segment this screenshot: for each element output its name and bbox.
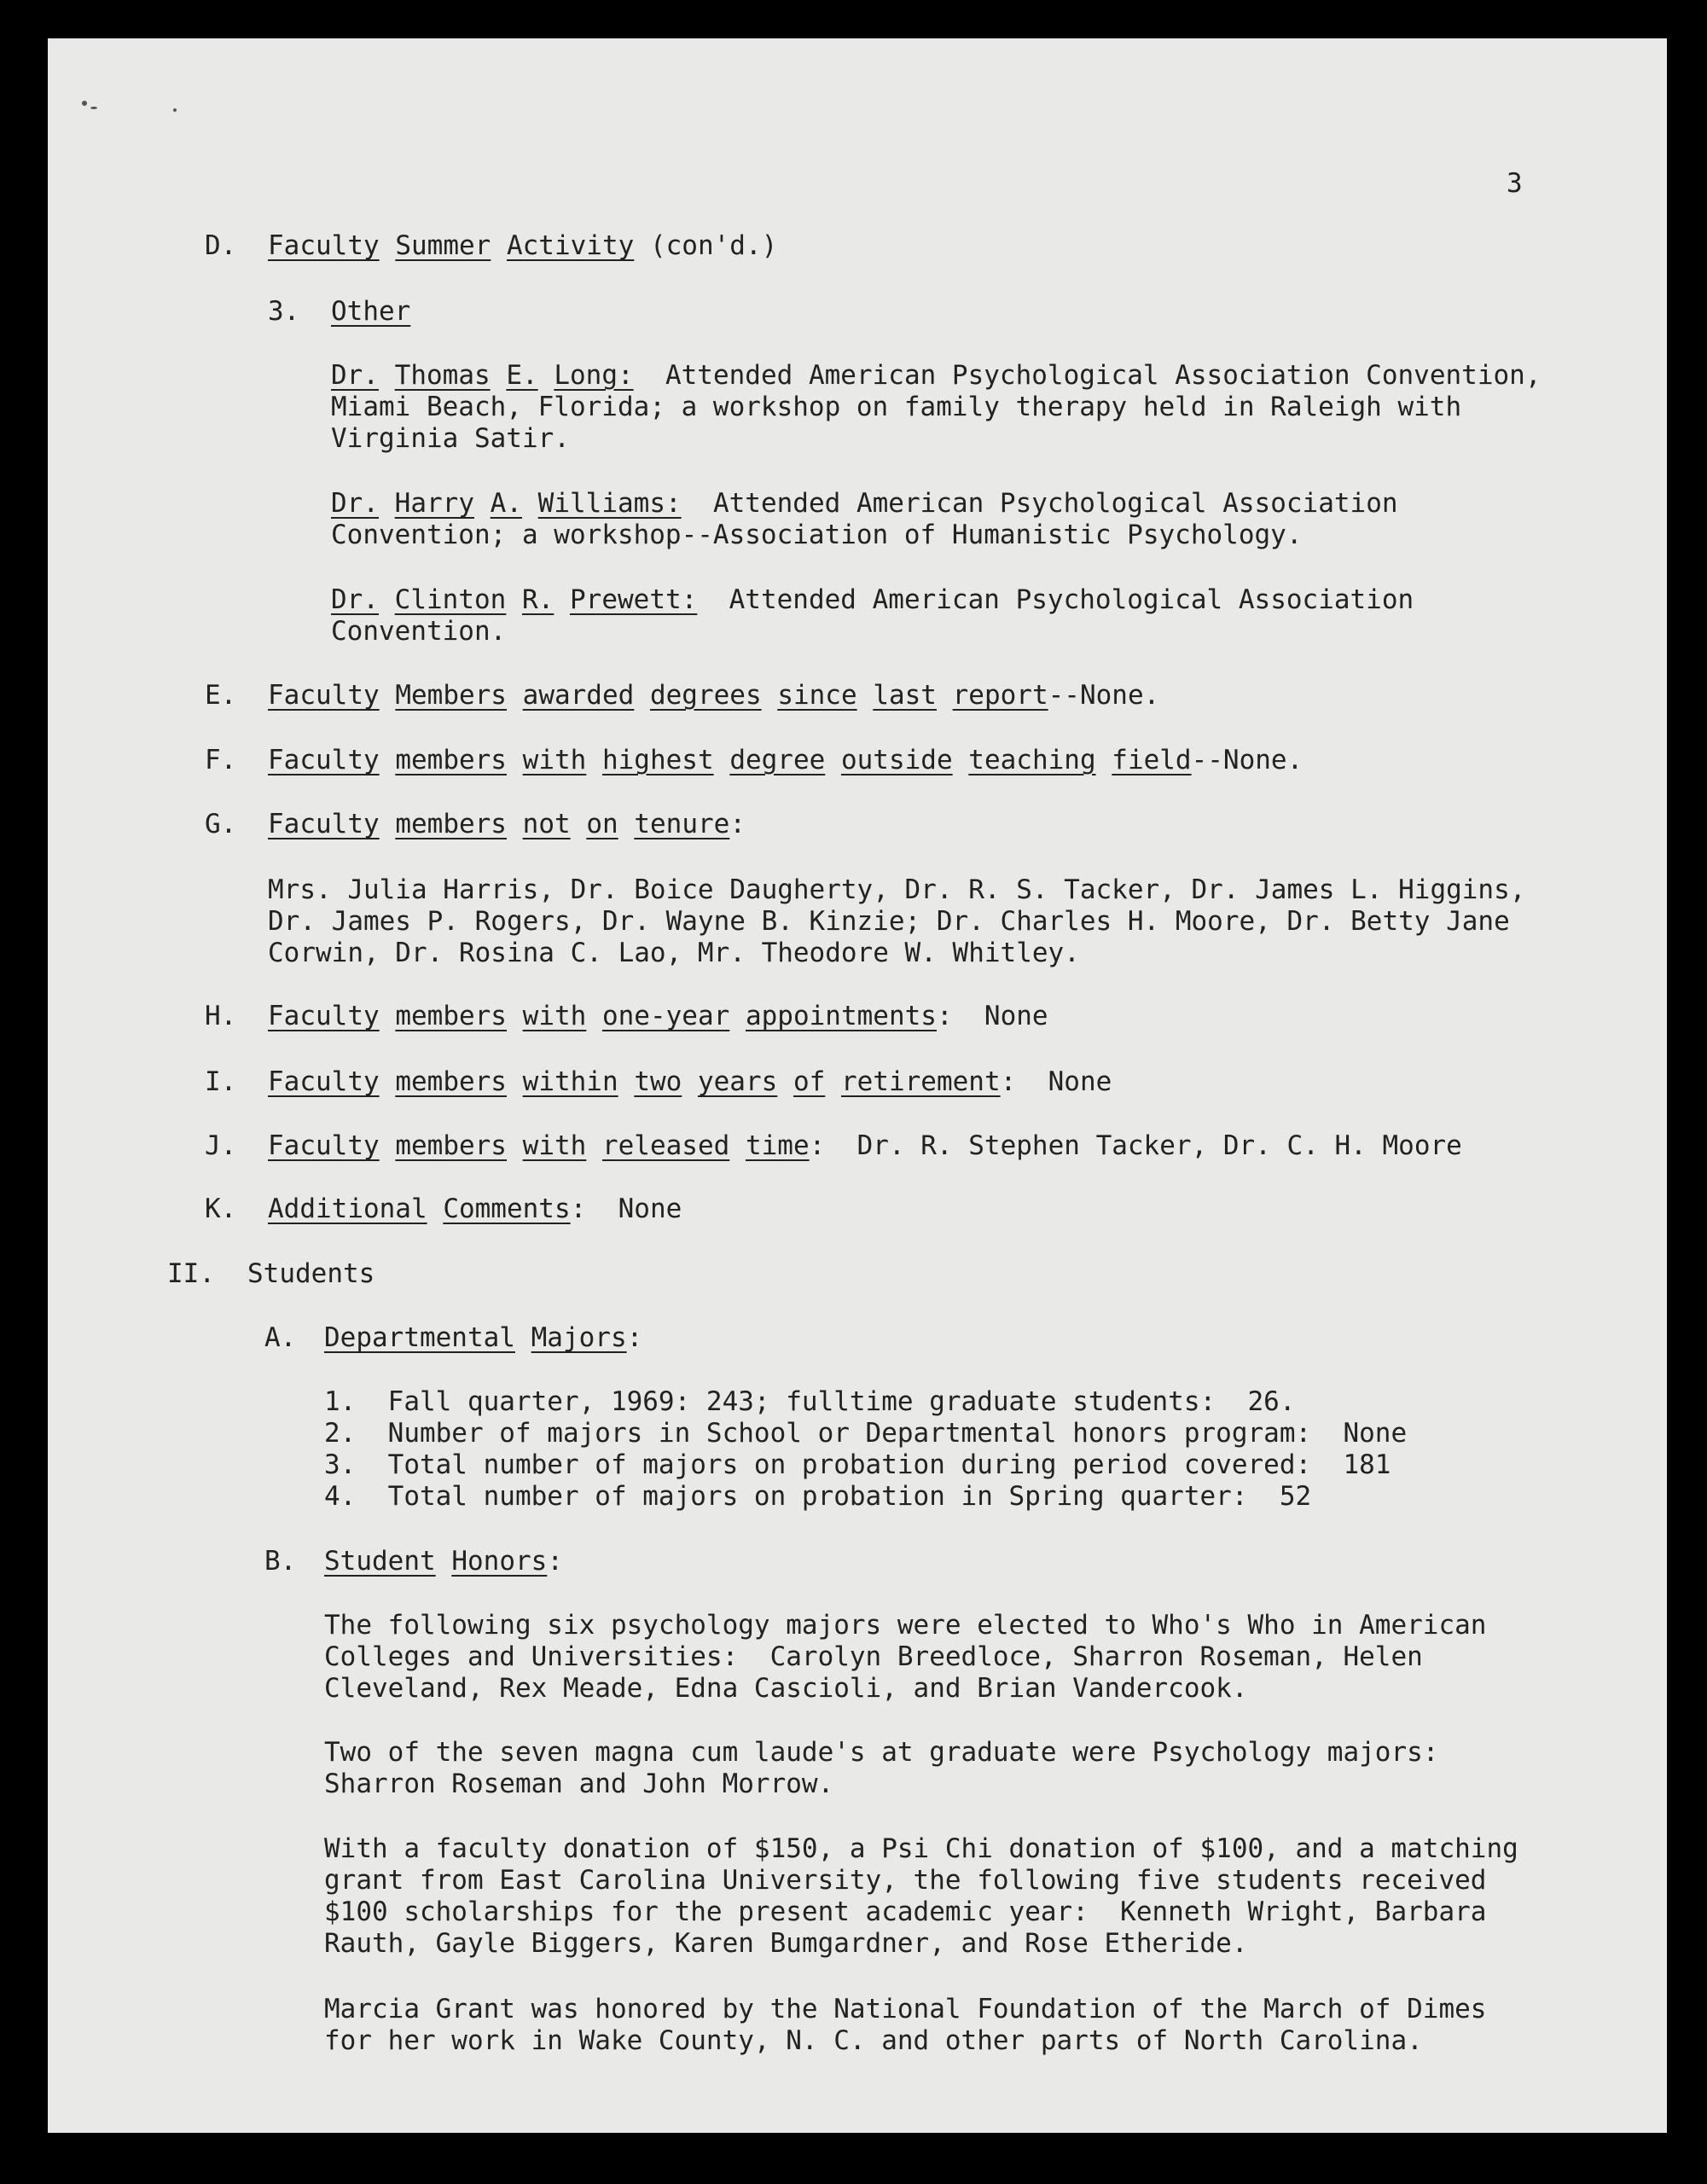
page-number: 3 bbox=[1507, 168, 1523, 199]
item-e-letter: E. bbox=[205, 680, 237, 711]
entry-williams: Dr. Harry A. Williams: Attended American Psychological Association bbox=[331, 488, 1398, 519]
section-ii-title: Students bbox=[247, 1258, 375, 1289]
item-i-letter: I. bbox=[205, 1066, 237, 1097]
entry-long: Dr. Thomas E. Long: Attended American Psychological Association Convention, bbox=[331, 360, 1542, 391]
item-f: Faculty members with highest degree outside teaching field--None. bbox=[268, 745, 1303, 775]
item-f-letter: F. bbox=[205, 745, 237, 775]
honors-paragraph-2: Two of the seven magna cum laude's at graduate were Psychology majors: bbox=[324, 1737, 1439, 1768]
honors-paragraph-1: The following six psychology majors were elected to Who's Who in American bbox=[324, 1610, 1487, 1641]
section-ii-numeral: II. bbox=[167, 1258, 215, 1289]
subsection-a-heading: Departmental Majors: bbox=[324, 1322, 643, 1353]
honors-paragraph-1: Colleges and Universities: Carolyn Breedloce, Sharron Roseman, Helen bbox=[324, 1641, 1423, 1672]
item-g: Faculty members not on tenure: bbox=[268, 809, 746, 839]
entry-williams-line: Convention; a workshop--Association of Humanistic Psychology. bbox=[331, 520, 1303, 550]
honors-paragraph-3: grant from East Carolina University, the following five students received bbox=[324, 1865, 1487, 1896]
speck bbox=[173, 108, 177, 112]
honors-paragraph-4: for her work in Wake County, N. C. and other parts of North Carolina. bbox=[324, 2025, 1423, 2056]
section-d-heading: Faculty Summer Activity (con'd.) bbox=[268, 230, 778, 261]
entry-long-line: Virginia Satir. bbox=[331, 423, 570, 454]
subsection-b-heading: Student Honors: bbox=[324, 1546, 563, 1577]
honors-paragraph-3: With a faculty donation of $150, a Psi Chi donation of $100, and a matching bbox=[324, 1833, 1518, 1864]
honors-paragraph-2: Sharron Roseman and John Morrow. bbox=[324, 1769, 834, 1799]
tenure-list-line: Mrs. Julia Harris, Dr. Boice Daugherty, Dr. R. S. Tacker, Dr. James L. Higgins, bbox=[268, 874, 1526, 905]
section-d-letter: D. bbox=[205, 230, 237, 261]
item-h-letter: H. bbox=[205, 1001, 237, 1031]
entry-long-line: Miami Beach, Florida; a workshop on family therapy held in Raleigh with bbox=[331, 392, 1462, 422]
item-j: Faculty members with released time: Dr. R. Stephen Tacker, Dr. C. H. Moore bbox=[268, 1130, 1462, 1161]
tenure-list-line: Corwin, Dr. Rosina C. Lao, Mr. Theodore W. Whitley. bbox=[268, 938, 1080, 968]
speck bbox=[90, 107, 97, 109]
item-e: Faculty Members awarded degrees since last report--None. bbox=[268, 680, 1160, 711]
subsection-b-letter: B. bbox=[264, 1546, 297, 1577]
item-g-letter: G. bbox=[205, 809, 237, 839]
honors-paragraph-3: Rauth, Gayle Biggers, Karen Bumgardner, and Rose Etheride. bbox=[324, 1928, 1248, 1959]
tenure-list-line: Dr. James P. Rogers, Dr. Wayne B. Kinzie; Dr. Charles H. Moore, Dr. Betty Jane bbox=[268, 906, 1510, 937]
item-j-letter: J. bbox=[205, 1130, 237, 1161]
honors-paragraph-4: Marcia Grant was honored by the National Foundation of the March of Dimes bbox=[324, 1994, 1487, 2024]
majors-item: 4. Total number of majors on probation in Spring quarter: 52 bbox=[324, 1481, 1312, 1512]
majors-item: 3. Total number of majors on probation during period covered: 181 bbox=[324, 1449, 1391, 1480]
sub-number: 3. bbox=[268, 296, 300, 327]
subsection-a-letter: A. bbox=[264, 1322, 297, 1353]
document-page bbox=[48, 38, 1667, 2133]
item-k: Additional Comments: None bbox=[268, 1194, 682, 1224]
honors-paragraph-1: Cleveland, Rex Meade, Edna Cascioli, and Brian Vandercook. bbox=[324, 1673, 1248, 1704]
item-k-letter: K. bbox=[205, 1194, 237, 1224]
entry-prewett: Dr. Clinton R. Prewett: Attended American Psychological Association bbox=[331, 584, 1414, 615]
entry-prewett-line: Convention. bbox=[331, 616, 507, 647]
item-i: Faculty members within two years of retirement: None bbox=[268, 1066, 1112, 1097]
item-h: Faculty members with one-year appointments: None bbox=[268, 1001, 1048, 1031]
speck bbox=[82, 101, 87, 106]
sub-heading: Other bbox=[331, 296, 411, 327]
majors-item: 2. Number of majors in School or Departmental honors program: None bbox=[324, 1418, 1408, 1449]
majors-item: 1. Fall quarter, 1969: 243; fulltime graduate students: 26. bbox=[324, 1386, 1296, 1417]
honors-paragraph-3: $100 scholarships for the present academic year: Kenneth Wright, Barbara bbox=[324, 1896, 1487, 1927]
